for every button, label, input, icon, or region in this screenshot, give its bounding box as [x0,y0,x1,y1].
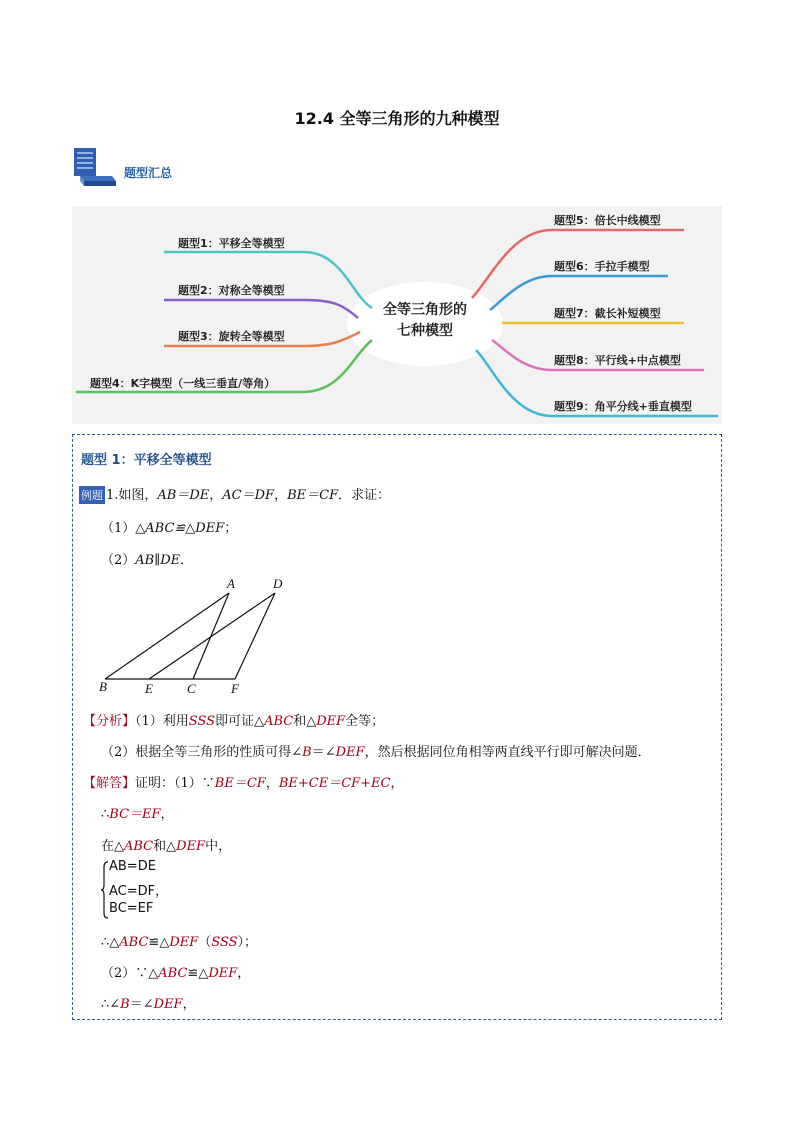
text: BE+CE＝CF+EC [278,776,391,791]
branch-label-3: 题型3：旋转全等模型 [178,330,285,343]
problem-tail: ．求证： [338,488,391,503]
stacked-books-icon [72,146,118,188]
branch-label-4: 题型4：K字模型（一线三垂直/等角） [90,377,276,390]
text: BE＝CF [214,776,266,791]
segment-df [235,593,275,679]
text: ∴△ [101,935,120,950]
example-section [72,434,722,1020]
example-tag: 例题 [79,486,105,504]
branch-label-6: 题型6：手拉手模型 [554,260,650,273]
point-f: F [231,681,239,696]
answer-line-6 [101,993,196,1012]
text: 和△ [153,839,177,854]
text: 全等； [345,714,385,729]
text: DEF [176,839,206,854]
branch-label-8: 题型8：平行线+中点模型 [554,354,681,367]
mindmap-center [358,300,492,342]
sep: ， [274,488,288,503]
text: ∴∠ [101,997,121,1012]
question-2 [101,549,193,568]
q1-expr: △ABC≌△DEF [135,521,225,536]
mindmap-center-line-2: 七种模型 [397,323,453,339]
triangle-diagram [99,579,299,699]
text: DEF [169,935,199,950]
text: ABC [264,714,294,729]
summary-label: 题型汇总 [124,166,173,180]
answer-tag: 【解答】 [83,776,136,791]
text: （ [198,935,212,950]
answer-line-5 [101,962,250,981]
text: B [302,745,312,760]
point-d: D [273,576,283,591]
mindmap-center-line-1: 全等三角形的 [383,302,467,318]
system-row-3: BC=EF [109,901,154,916]
text: 证明：（1）∵ [135,776,215,791]
text: ＝∠ [311,745,336,760]
text: （1）利用 [135,714,189,729]
text: 和△ [293,714,317,729]
text: （2）根据全等三角形的性质可得∠ [101,745,303,760]
cond-ab-de: AB＝DE [157,488,210,503]
text: DEF [335,745,365,760]
answer-line-2 [101,803,174,822]
section-title: 题型 1：平移全等模型 [81,453,212,468]
text: ＝∠ [129,997,154,1012]
problem-statement [79,484,390,504]
text: 即可证△ [215,714,265,729]
point-c: C [187,681,196,696]
branch-line-2 [164,300,358,318]
text: SSS [188,714,216,729]
text: ∴ [101,807,110,822]
analysis-line-1 [83,710,384,729]
text: ABC [158,966,188,981]
text: ）； [237,935,258,950]
system-row-2: AC=DF， [109,884,169,899]
q2-suffix: ． [180,553,194,568]
geometry-figure [99,576,299,703]
q1-suffix: ； [224,521,238,536]
point-e: E [145,681,153,696]
text: ， [160,807,174,822]
text: DEF [316,714,346,729]
branch-label-1: 题型1：平移全等模型 [178,237,285,250]
text: DEF [153,997,183,1012]
point-b: B [99,679,107,694]
sep: ， [209,488,223,503]
text: ABC [124,839,154,854]
text: DEF [208,966,238,981]
branch-label-9: 题型9：角平分线+垂直模型 [554,400,692,413]
text: ≌△ [148,935,170,950]
text: ， [237,966,251,981]
text: ≌△ [187,966,209,981]
analysis-line-2 [101,741,651,760]
problem-num: 1.如图， [106,488,158,503]
cond-be-cf: BE＝CF [287,488,339,503]
answer-line-4 [101,931,257,950]
mindmap [72,206,722,424]
branch-label-5: 题型5：倍长中线模型 [554,214,661,227]
text: ，然后根据同位角相等两直线平行即可解决问题． [364,745,651,760]
text: 在△ [101,839,124,854]
branch-label-2: 题型2：对称全等模型 [178,284,285,297]
q1-prefix: （1） [101,521,136,536]
text: 中， [205,839,232,854]
q2-expr: AB∥DE [135,553,181,568]
text: ， [265,776,279,791]
text: BC＝EF [109,807,161,822]
left-brace-icon [101,861,109,919]
text: ABC [119,935,149,950]
answer-line-1 [83,772,404,791]
point-a: A [227,576,235,591]
q2-prefix: （2） [101,553,136,568]
text: ， [390,776,404,791]
text: B [120,997,130,1012]
analysis-tag: 【分析】 [83,714,136,729]
page-title: 12.4 全等三角形的九种模型 [294,109,500,128]
branch-label-7: 题型7：截长补短模型 [554,307,661,320]
text: ， [182,997,196,1012]
cond-ac-df: AC＝DF [222,488,275,503]
text: SSS [211,935,238,950]
question-1 [101,517,237,536]
answer-line-3 [101,835,231,854]
text: （2）∵△ [101,966,159,981]
system-row-1: AB=DE [109,859,156,874]
